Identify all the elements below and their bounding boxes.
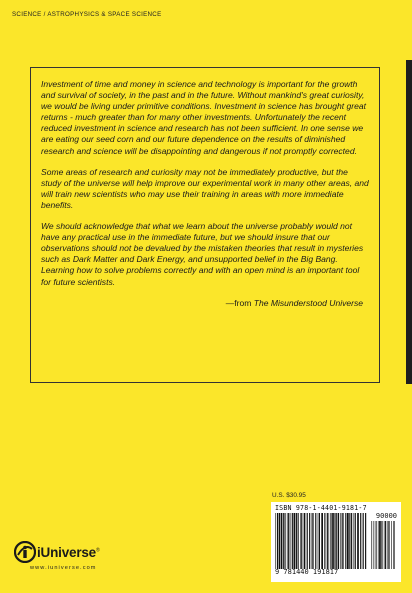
barcode-bar xyxy=(275,513,276,569)
quote-paragraph-1: Investment of time and money in science and technology is important for the growth and survival of society, in the past and in the future. Without mankind's great curiosity, we would be living under primitive conditions. Investment in science has brought great returns - much greater than for many other investments. Unfortunately the recent reduced investment in science and research has not been sufficient. In one sense we are eating our seed corn and our future dependence on the results of diminished research and science will be disappointing and dangerous if not promptly corrected. xyxy=(41,79,366,156)
barcode-bar xyxy=(378,521,379,569)
attribution-book: The Misunderstood Universe xyxy=(253,297,363,308)
attribution xyxy=(41,298,369,309)
barcode-bar xyxy=(277,513,278,569)
addon-barcode-icon xyxy=(371,521,397,569)
barcode-bar xyxy=(319,513,320,569)
barcode-bar xyxy=(290,513,291,569)
barcode-bar xyxy=(288,513,289,569)
barcode-bar xyxy=(354,513,355,569)
barcode-bar xyxy=(312,513,313,569)
barcode-bar xyxy=(336,513,337,569)
barcode-bar xyxy=(343,513,344,569)
barcode-bar xyxy=(332,513,334,569)
publisher-name: iUniverse® xyxy=(37,544,100,560)
barcode-bar xyxy=(347,513,349,569)
barcode-bar xyxy=(391,521,392,569)
barcode-bar xyxy=(365,513,366,569)
iuniverse-logo-icon xyxy=(14,541,36,563)
publisher-logo xyxy=(14,541,99,563)
price-label: U.S. $30.95 xyxy=(272,492,306,499)
barcode-bar xyxy=(279,513,281,569)
barcode-bar xyxy=(296,513,297,569)
barcode-bar xyxy=(338,513,339,569)
barcode-block xyxy=(271,502,401,582)
category-label: SCIENCE / ASTROPHYSICS & SPACE SCIENCE xyxy=(12,11,162,18)
barcode-bar xyxy=(294,513,296,569)
barcode-bar xyxy=(394,521,395,569)
barcode-bar xyxy=(388,521,389,569)
ean-digits: 9 781440 191817 xyxy=(275,568,339,576)
barcode-bar xyxy=(327,513,328,569)
barcode-bar xyxy=(381,521,382,569)
barcode-bar xyxy=(375,521,376,569)
barcode-bar xyxy=(385,521,386,569)
barcode-bar xyxy=(389,521,390,569)
barcode-icon xyxy=(275,513,367,569)
attribution-prefix: —from xyxy=(225,297,254,308)
quote-paragraph-3: We should acknowledge that what we learn about the universe probably would not have any practical use in the immediate future, but we should insure that our observations should not be devalued by the mistaken theories that result in mysteries such as Dark Matter and Dark Energy, and unsupported belief in the Big Bang. Learning how to solve problems correctly and with an open mind is an important tool for future scientists. xyxy=(41,221,364,287)
barcode-bar xyxy=(330,513,331,569)
barcode-bar xyxy=(349,513,350,569)
barcode-bar xyxy=(384,521,385,569)
barcode-bar xyxy=(360,513,361,569)
spine-edge xyxy=(406,60,412,384)
barcode-bar xyxy=(342,513,343,569)
quote-paragraph-2: Some areas of research and curiosity may not be immediately productive, but the study of the universe will help improve our experimental work in many other areas, and will train new scientists who may use their training in areas with more immediate benefits. xyxy=(41,166,369,210)
barcode-bar xyxy=(376,521,377,569)
barcode-bar xyxy=(304,513,306,569)
barcode-bar xyxy=(292,513,293,569)
barcode-bar xyxy=(284,513,285,569)
publisher-website: www.iuniverse.com xyxy=(30,565,97,571)
quote-box xyxy=(30,67,380,383)
barcode-bar xyxy=(371,521,372,569)
barcode-bar xyxy=(318,513,319,569)
barcode-bar xyxy=(373,521,374,569)
barcode-bar xyxy=(300,513,301,569)
price-code-barcode xyxy=(371,512,397,569)
barcode-bar xyxy=(315,513,316,569)
isbn-text: ISBN 978-1-4401-9181-7 xyxy=(275,504,367,512)
barcode-bar xyxy=(321,513,323,569)
barcode-bar xyxy=(329,513,330,569)
barcode-bar xyxy=(309,513,310,569)
barcode-bar xyxy=(301,513,302,569)
barcode-bar xyxy=(393,521,394,569)
price-code: 90000 xyxy=(375,512,397,520)
barcode-bar xyxy=(281,513,282,569)
barcode-bar xyxy=(313,513,314,569)
barcode-bar xyxy=(345,513,346,569)
barcode-bar xyxy=(298,513,299,569)
barcode-bar xyxy=(283,513,284,569)
barcode-bar xyxy=(324,513,325,569)
barcode-bar xyxy=(355,513,356,569)
barcode-bar xyxy=(379,521,381,569)
barcode-bar xyxy=(340,513,341,569)
barcode-bar xyxy=(363,513,364,569)
barcode-bar xyxy=(334,513,335,569)
barcode-bar xyxy=(357,513,359,569)
barcode-bar xyxy=(351,513,352,569)
barcode-bar xyxy=(287,513,288,569)
barcode-bar xyxy=(307,513,308,569)
